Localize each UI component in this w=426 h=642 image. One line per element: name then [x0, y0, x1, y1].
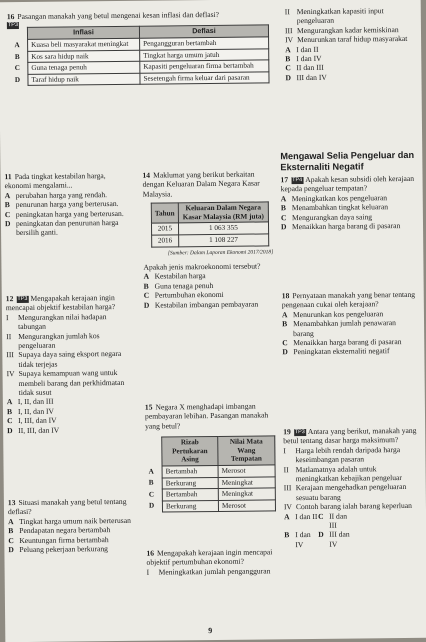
- statement-text: Mengurangkan kadar kemiskinan: [296, 24, 399, 35]
- section-heading: Mengawal Selia Pengeluar dan Eksternaliti Negatif: [280, 149, 415, 173]
- question-17: [280, 174, 417, 232]
- question-16-growth-continued: [285, 6, 416, 83]
- stem-text: Mengapakah kerajaan ingin mencapai objektif kestabilan harga?: [5, 293, 116, 313]
- option-label: C: [148, 490, 155, 499]
- option-a[interactable]: [284, 512, 318, 531]
- answer-options: [284, 529, 420, 549]
- option-text: II, III, dan IV: [18, 425, 60, 435]
- option-text: Peluang pekerjaan berkurang: [19, 544, 108, 555]
- option-text: Kestabilan harga: [154, 271, 206, 282]
- stem-text: Pasangan manakah yang betul mengenai kesan inflasi dan deflasi?: [17, 9, 220, 22]
- option-d[interactable]: [318, 530, 352, 549]
- option-letter: D: [4, 219, 11, 229]
- statement-text: Matlamatnya adalah untuk meningkatkan kebajikan pengeluar: [295, 463, 402, 484]
- deflation-cell: Sesetengah firma keluar dari pasaran: [140, 72, 269, 85]
- option-letter: A: [4, 190, 11, 200]
- statement-i: [283, 445, 419, 465]
- option-text: Pendapatan negara bertambah: [19, 525, 111, 536]
- option-text: Menambahkan tingkat keluaran: [291, 202, 389, 213]
- question-14: [142, 169, 273, 309]
- gdp-cell: 1 108 227: [178, 234, 268, 247]
- option-text: III dan IV: [329, 530, 350, 549]
- roman-numeral: II: [6, 331, 12, 341]
- reserves-cell: Bertambah: [162, 489, 218, 501]
- question-number: 15: [144, 402, 153, 412]
- option-letter: A: [6, 397, 13, 407]
- sub-question: Apakah jenis makroekonomi tersebut?: [143, 261, 261, 272]
- option-text: Kestabilan imbangan pembayaran: [154, 299, 259, 310]
- inflation-cell: Taraf hidup naik: [28, 73, 140, 86]
- option-letter: A: [285, 44, 291, 54]
- statement-text: Mengurangkan nilai hadapan tabungan: [17, 311, 107, 332]
- reserves-cell: Bertambah: [162, 465, 218, 477]
- option-label: A: [14, 41, 20, 50]
- option-letter: C: [280, 212, 287, 222]
- option-text: penurunan harga yang berterusan.: [15, 199, 119, 210]
- header-deflation: Deflasi: [139, 25, 268, 38]
- option-letter: A: [143, 272, 150, 282]
- header-reserves: Rizab Pertukaran Asing: [162, 437, 218, 466]
- option-text: Menaikkan harga barang di pasaran: [293, 337, 402, 348]
- option-text: Guna tenaga penuh: [154, 280, 214, 291]
- level-tag: TP3: [294, 429, 305, 436]
- option-letter: C: [318, 511, 324, 521]
- statement-text: Harga lebih rendah daripada harga keseimbangan pasaran: [295, 444, 401, 465]
- option-letter: B: [285, 54, 291, 64]
- roman-numeral: IV: [6, 369, 15, 379]
- option-d[interactable]: [282, 346, 418, 357]
- question-number: 18: [281, 291, 290, 301]
- option-b[interactable]: [284, 530, 318, 549]
- option-d[interactable]: [5, 218, 133, 238]
- option-letter: D: [7, 425, 13, 435]
- currency-cell: Merosot: [218, 465, 275, 477]
- year-cell: 2015: [151, 223, 178, 235]
- option-text: I dan II: [295, 511, 318, 521]
- option-letter: C: [143, 290, 150, 300]
- option-letter: A: [281, 310, 288, 320]
- option-text: peningkatan harga yang berterusan.: [15, 208, 124, 219]
- option-text: II dan III: [296, 63, 324, 73]
- option-text: I dan IV: [296, 53, 322, 64]
- table-row: [7, 72, 269, 86]
- header-gdp: Keluaran Dalam Negara Kasar Malaysia (RM juta): [178, 202, 268, 223]
- question-stem: [142, 169, 272, 199]
- option-letter: C: [282, 338, 288, 348]
- question-16-inflation: [7, 9, 270, 86]
- roman-numeral: I: [146, 567, 150, 577]
- stem-text: Negara X menghadapi imbangan pembayaran lebihan. Pasangan manakah yang betul?: [144, 401, 269, 431]
- option-text: I dan IV: [295, 530, 311, 550]
- header-inflation: Inflasi: [27, 27, 139, 40]
- inflation-deflation-table: [7, 25, 270, 87]
- option-letter: D: [8, 545, 14, 555]
- option-letter: B: [8, 526, 14, 536]
- option-text: I dan II: [296, 44, 319, 54]
- option-text: peningkatan dan penurunan harga bersilih ganti.: [15, 218, 119, 238]
- statement-text: Meningkatkan kapasiti input pengeluaran: [296, 6, 384, 26]
- roman-numeral: I: [5, 312, 9, 322]
- option-d[interactable]: [144, 299, 274, 310]
- question-19: [283, 426, 420, 550]
- question-number: 16: [146, 548, 155, 558]
- stem-text: Antara yang berikut, manakah yang betul tentang dasar harga maksimum?: [283, 425, 417, 446]
- balance-of-payments-table: [145, 436, 276, 514]
- option-letter: C: [4, 209, 11, 219]
- statement-iv: [7, 368, 135, 398]
- question-stem: [4, 171, 132, 191]
- roman-numeral: I: [283, 446, 286, 456]
- question-number: 12: [5, 294, 14, 304]
- option-text: Peningkatan eksternaliti negatif: [293, 346, 390, 357]
- question-15: [145, 401, 276, 513]
- statement-text: Meningkatkan jumlah pengangguran: [158, 566, 271, 577]
- option-letter: D: [280, 222, 287, 232]
- stem-text: Mengapakah kerajaan ingin mencapai objektif pertumbuhan ekonomi?: [146, 547, 273, 568]
- question-12: [6, 293, 135, 435]
- statement-text: Supaya daya saing eksport negara tidak terjejas: [18, 349, 122, 369]
- option-text: Meningkatkan kos pengeluaran: [291, 192, 388, 203]
- statement-iii: [6, 349, 134, 369]
- statement-ii: [6, 330, 134, 350]
- option-label: D: [14, 75, 21, 84]
- option-letter: C: [6, 416, 13, 426]
- option-letter: B: [143, 281, 149, 291]
- option-text: III dan IV: [296, 72, 327, 82]
- roman-numeral: IV: [285, 35, 294, 45]
- level-tag: TP3: [7, 22, 19, 29]
- statement-ii: [285, 6, 415, 26]
- level-tag: TP3: [17, 295, 28, 303]
- question-stem: [6, 293, 134, 313]
- statement-iii: [284, 482, 420, 502]
- question-11: [4, 171, 133, 238]
- option-letter: B: [4, 200, 10, 210]
- option-text: Menambahkan jumlah penawaran barang: [292, 318, 396, 338]
- option-text: Pertumbuhan ekonomi: [154, 290, 224, 300]
- statement-text: Supaya kemampuan wang untuk membeli barang dan perkhidmatan tidak susut: [18, 368, 125, 398]
- statement-text: Menurunkan taraf hidup masyarakat: [297, 34, 408, 45]
- question-16-growth: [146, 547, 276, 577]
- option-d[interactable]: [7, 425, 135, 436]
- gdp-cell: 1 063 355: [178, 222, 268, 235]
- roman-numeral: III: [6, 350, 14, 360]
- stem-text: Situasi manakah yang betul tentang deflasi?: [7, 496, 127, 517]
- table-row: [146, 500, 276, 513]
- reserves-cell: Berkurang: [162, 477, 218, 489]
- question-stem: [280, 174, 416, 194]
- deflation-cell: Pengangguran bertambah: [140, 37, 269, 50]
- reserves-cell: Berkurang: [162, 500, 218, 512]
- option-label: C: [14, 64, 20, 73]
- question-stem: [7, 9, 269, 21]
- currency-cell: Meningkat: [218, 488, 275, 500]
- option-letter: D: [143, 300, 150, 310]
- option-text: I, II, dan III: [17, 397, 54, 407]
- question-18: [282, 290, 419, 357]
- option-label: B: [148, 478, 154, 487]
- gdp-table: [151, 202, 269, 248]
- option-text: II dan III: [329, 511, 348, 530]
- roman-numeral: III: [283, 483, 292, 493]
- answer-options: [284, 510, 420, 530]
- page-number: 9: [208, 626, 213, 636]
- option-text: Keuntungan firma bertambah: [19, 534, 109, 545]
- option-letter: B: [6, 406, 13, 417]
- deflation-cell: Tingkat harga umum jatuh: [140, 48, 269, 61]
- stem-text: Maklumat yang berikut berkaitan dengan Keluaran Dalam Negara Kasar Malaysia.: [142, 169, 260, 199]
- inflation-cell: Kuasa beli masyarakat meningkat: [28, 38, 140, 51]
- question-number: 17: [280, 175, 289, 185]
- statement-i: [6, 312, 134, 332]
- question-stem: [8, 497, 136, 517]
- table-row: [152, 234, 269, 247]
- question-number: 13: [7, 498, 16, 508]
- option-letter: A: [280, 194, 287, 204]
- question-number: 19: [283, 427, 291, 437]
- option-d[interactable]: [281, 221, 417, 232]
- roman-numeral: IV: [283, 502, 293, 512]
- roman-numeral: III: [284, 25, 293, 36]
- option-text: Menaikkan harga barang di pasaran: [291, 221, 401, 232]
- option-letter: A: [8, 516, 14, 526]
- stem-text: Pernyataan manakah yang benar tentang pengenaan cukai oleh kerajaan?: [281, 289, 416, 310]
- statement-text: Contoh barang ialah barang keperluan: [295, 501, 412, 512]
- option-text: Mengurangkan daya saing: [291, 211, 373, 222]
- option-letter: A: [284, 511, 290, 521]
- option-letter: D: [285, 73, 291, 83]
- statement-i: [147, 566, 277, 577]
- question-number: 11: [4, 172, 12, 182]
- stem-text: Apakah kesan subsidi oleh kerajaan kepada pengeluar tempatan?: [280, 173, 415, 194]
- level-tag: TP4: [292, 177, 303, 184]
- question-stem: [282, 290, 418, 310]
- roman-numeral: II: [284, 7, 290, 17]
- option-text: I, II, dan IV: [17, 406, 55, 416]
- option-c[interactable]: [318, 511, 352, 530]
- question-stem: [146, 547, 276, 567]
- option-letter: C: [285, 63, 291, 73]
- currency-cell: Meningkat: [218, 476, 275, 488]
- option-letter: C: [8, 535, 14, 545]
- option-letter: B: [281, 319, 288, 329]
- option-letter: B: [280, 203, 286, 213]
- question-stem: [283, 426, 419, 446]
- statement-text: Mengurangkan jumlah kos pengeluaran: [18, 330, 100, 351]
- option-d[interactable]: [285, 72, 415, 83]
- question-number: 14: [142, 170, 151, 180]
- question-number: 16: [6, 12, 15, 22]
- source-citation: [Sumber: Dalam Laporan Ekonomi 2017/2018]: [167, 248, 274, 257]
- option-letter: D: [318, 530, 324, 540]
- roman-numeral: II: [283, 464, 289, 474]
- option-text: Tingkat harga umum naik berterusan: [19, 515, 131, 526]
- statement-text: Kerajaan mengehadkan pengeluaran sesuatu barang: [295, 482, 407, 502]
- question-13: [8, 497, 137, 555]
- inflation-cell: Guna tenaga penuh: [28, 61, 140, 74]
- option-label: A: [148, 467, 154, 476]
- option-d[interactable]: [8, 544, 136, 555]
- year-cell: 2016: [152, 235, 179, 247]
- option-b[interactable]: [282, 318, 418, 338]
- question-stem: [145, 401, 275, 431]
- option-text: perubahan harga yang rendah.: [15, 189, 108, 200]
- option-text: I, III, dan IV: [17, 415, 57, 426]
- currency-cell: Merosot: [218, 500, 275, 512]
- option-label: B: [14, 52, 20, 61]
- stem-text: Pada tingkat kestabilan harga, ekonomi mengalami...: [4, 171, 106, 191]
- inflation-cell: Kos sara hidup naik: [28, 50, 140, 63]
- header-currency: Nilai Mata Wang Tempatan: [218, 436, 275, 465]
- header-year: Tahun: [151, 203, 178, 223]
- option-letter: D: [282, 347, 288, 357]
- option-letter: B: [284, 530, 290, 540]
- statement-ii: [284, 463, 420, 483]
- option-text: Menurunkan kos pengeluaran: [292, 309, 384, 319]
- option-label: D: [148, 501, 155, 510]
- deflation-cell: Kapasiti pengeluaran firma bertambah: [140, 60, 269, 73]
